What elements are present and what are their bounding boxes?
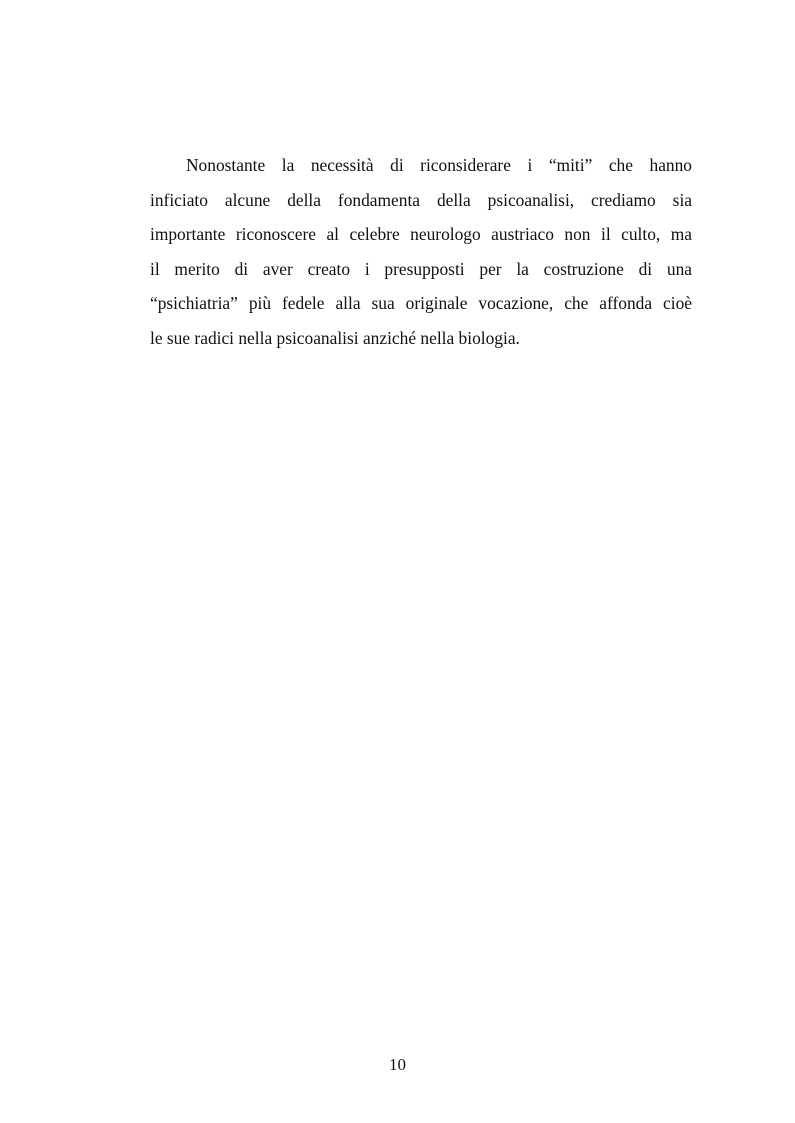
paragraph-line-3: importante riconoscere al celebre neurologo austriaco non il culto, ma <box>150 224 692 245</box>
page-number: 10 <box>389 1055 406 1074</box>
paragraph-line-5: “psichiatria” più fedele alla sua originale vocazione, che affonda cioè <box>150 293 692 314</box>
paragraph-line-4: il merito di aver creato i presupposti per la costruzione di una <box>150 258 692 279</box>
body-paragraph <box>150 148 692 356</box>
paragraph-line-2: inficiato alcune della fondamenta della psicoanalisi, crediamo sia <box>150 189 692 210</box>
paragraph-line-1: Nonostante la necessità di riconsiderare i “miti” che hanno <box>186 155 692 175</box>
paragraph-line-6: le sue radici nella psicoanalisi anziché nella biologia. <box>150 327 520 348</box>
